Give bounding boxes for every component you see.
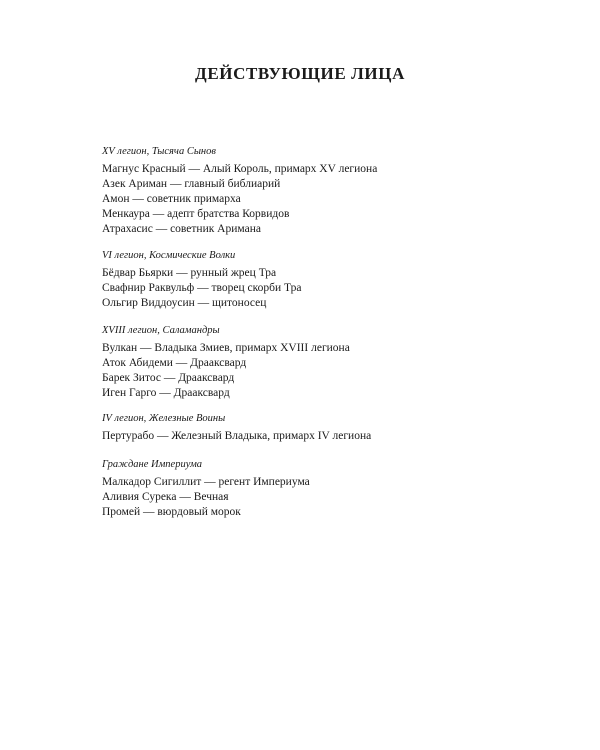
character-entry: Промей — вюрдовый морок bbox=[102, 506, 241, 518]
section-heading: Граждане Империума bbox=[102, 459, 203, 470]
character-entry: Атрахасис — советник Аримана bbox=[102, 223, 261, 235]
character-entry: Иген Гарго — Драаксвард bbox=[102, 387, 230, 399]
character-entry: Аток Абидеми — Драаксвард bbox=[102, 357, 247, 369]
section-heading: XV легион, Тысяча Сынов bbox=[102, 146, 216, 157]
section-imperium-citizens bbox=[102, 458, 522, 520]
character-entry: Малкадор Сигиллит — регент Империума bbox=[102, 476, 310, 488]
section-iv-legion bbox=[102, 412, 522, 444]
character-entry: Ольгир Виддоусин — щитоносец bbox=[102, 297, 267, 309]
character-entry: Бёдвар Бьярки — рунный жрец Тра bbox=[102, 267, 277, 279]
section-xv-legion bbox=[102, 145, 522, 237]
character-entry: Барек Зитос — Драаксвард bbox=[102, 372, 235, 384]
section-heading: XVIII легион, Саламандры bbox=[102, 325, 220, 336]
page-title: ДЕЙСТВУЮЩИЕ ЛИЦА bbox=[195, 64, 405, 83]
character-entry: Свафнир Раквульф — творец скорби Тра bbox=[102, 282, 302, 294]
character-entry: Пертурабо — Железный Владыка, примарх IV легиона bbox=[102, 430, 372, 442]
section-heading: IV легион, Железные Воины bbox=[102, 413, 226, 424]
section-xviii-legion bbox=[102, 324, 522, 401]
character-entry: Азек Ариман — главный библиарий bbox=[102, 178, 281, 190]
character-entry: Вулкан — Владыка Змиев, примарх XVIII легиона bbox=[102, 342, 350, 354]
character-entry: Аливия Сурека — Вечная bbox=[102, 491, 229, 503]
character-entry: Амон — советник примарха bbox=[102, 193, 241, 205]
character-entry: Магнус Красный — Алый Король, примарх XV легиона bbox=[102, 163, 378, 175]
character-entry: Менкаура — адепт братства Корвидов bbox=[102, 208, 290, 220]
section-vi-legion bbox=[102, 249, 522, 311]
section-heading: VI легион, Космические Волки bbox=[102, 250, 236, 261]
